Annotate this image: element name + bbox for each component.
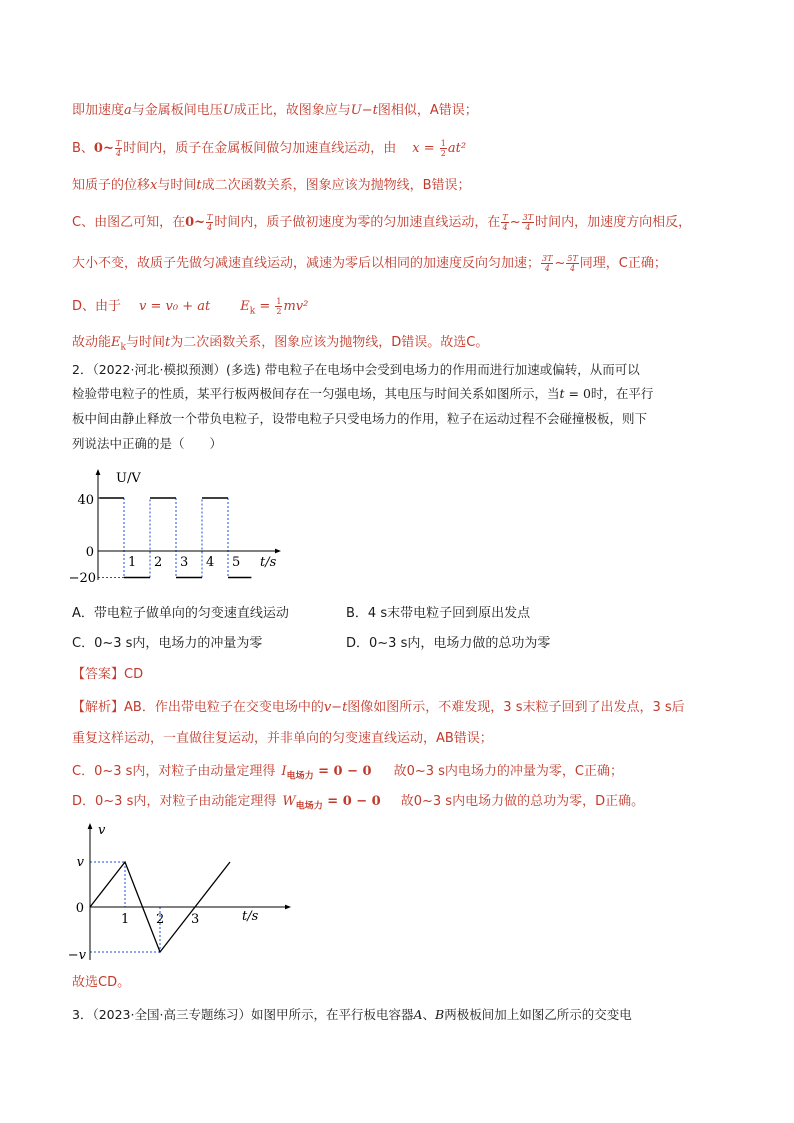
option-a[interactable]: [72, 604, 289, 624]
u-t-waveform: [99, 498, 251, 578]
v-t-xtick-1: 1: [121, 912, 130, 927]
fraction-den: 4: [116, 149, 122, 158]
option-text: 0~3 s内，电场力的冲量为零: [94, 636, 263, 651]
math-x: x: [150, 178, 158, 193]
option-letter: A．: [72, 606, 94, 621]
math-eq: = 0 − 0: [322, 794, 381, 809]
fraction-3T-4: [522, 213, 534, 232]
math-at2: at²: [447, 141, 467, 156]
fraction-T-4: [115, 139, 122, 158]
text: 故0~3 s内电场力做的总功为零，D正确。: [400, 794, 645, 809]
q2-stem-line-3: 板中间由静止释放一个带负电粒子，设带电粒子只受电场力的作用，粒子在运动过程不会碰撞极板，则下: [72, 411, 648, 426]
option-d[interactable]: [346, 634, 550, 654]
text: AB．作出带电粒子在交变电场中的: [124, 700, 324, 715]
math-t: t: [559, 386, 565, 401]
fraction-den: 4: [570, 264, 576, 273]
u-t-ytick-0: 0: [85, 545, 94, 560]
fraction-den: 4: [544, 264, 550, 273]
v-t-xtick-2: 2: [156, 912, 165, 927]
math-t: t: [165, 335, 171, 350]
math-sub: 电场力: [295, 801, 323, 812]
math-E: E: [111, 335, 121, 350]
text: 检验带电粒子的性质，某平行板两极间存在一匀强电场，其电压与时间关系如图所示，当: [72, 386, 560, 401]
fraction-num: T: [502, 213, 508, 222]
text: 同理，C正确；: [579, 256, 667, 271]
math-W: W: [282, 794, 296, 809]
option-text: 4 s末带电粒子回到原出发点: [367, 606, 531, 621]
text: C．0~3 s内，对粒子由动量定理得: [72, 764, 276, 779]
q1-line-7: [72, 333, 488, 358]
text: 图像如图所示，不难发现，3 s末粒子回到了出发点，3 s后: [347, 700, 685, 715]
u-t-ytick-40: 40: [77, 493, 94, 508]
answer-value: CD: [124, 667, 144, 682]
v-t-ytick-v: v: [76, 855, 84, 870]
q1-line-6: [72, 297, 308, 322]
fraction-1-2: [275, 297, 282, 316]
v-t-xlabel: t/s: [242, 909, 259, 924]
math-range: 0~: [93, 141, 114, 156]
answer-line: [72, 665, 143, 685]
fraction-1-2: [440, 139, 447, 158]
fraction-num: 1: [276, 297, 282, 306]
text: 图相似，A错误；: [377, 103, 478, 118]
fraction-num: T: [115, 139, 122, 148]
math-B: B: [435, 1007, 445, 1022]
math-I: I: [281, 764, 287, 779]
text: B、: [72, 141, 94, 156]
text: 与时间: [157, 178, 197, 193]
q1-line-1: [72, 101, 478, 121]
text: 故0~3 s内电场力的冲量为零，C正确；: [393, 764, 623, 779]
fraction-num: 3T: [522, 213, 534, 222]
math-sub-k: k: [120, 342, 126, 353]
fraction-den: 2: [276, 307, 282, 316]
analysis-line-1: [72, 698, 685, 718]
fraction-5T-4: [566, 254, 578, 273]
q3-stem-line-1: [72, 1005, 632, 1025]
fraction-den: 4: [207, 223, 213, 232]
fraction-T-4: [206, 213, 213, 232]
q1-line-2: [72, 139, 466, 159]
fraction-den: 4: [525, 223, 531, 232]
q1-line-5: [72, 254, 667, 274]
q2-stem-line-1: 2．（2022·河北·模拟预测）(多选) 带电粒子在电场中会受到电场力的作用而进行加速或偏转，从而可以: [72, 362, 640, 377]
text: 大小不变，故质子先做匀减速直线运动，减速为零后以相同的加速度反向匀加速；: [72, 256, 541, 271]
text: 时间内，加速度方向相反，: [535, 215, 692, 230]
text: 时间内，质子做初速度为零的匀加速直线运动，在: [214, 215, 501, 230]
v-t-ytick-neg-v: −v: [67, 948, 86, 963]
math-a: a: [124, 103, 132, 118]
math-x: x: [412, 141, 420, 156]
u-t-xtick-3: 3: [180, 555, 189, 570]
u-t-xticks: [128, 555, 240, 570]
fraction-den: 2: [440, 149, 446, 158]
v-t-chart: [67, 820, 292, 963]
fraction-T-4: [501, 213, 508, 232]
text: 时，在平行: [590, 386, 654, 401]
text: 两极板间加上如图乙所示的交变电: [444, 1007, 632, 1022]
q1-line-3: [72, 176, 471, 196]
v-t-ylabel: v: [98, 823, 106, 838]
fraction-num: 3T: [542, 254, 553, 263]
text: 、: [422, 1007, 436, 1022]
math-U-t: U−t: [350, 103, 378, 118]
text: 故动能: [72, 335, 112, 350]
math-U: U: [222, 103, 234, 118]
option-letter: C．: [72, 636, 95, 651]
text: 时间内，质子在金属板间做匀加速直线运动，由: [123, 141, 397, 156]
fraction-num: 1: [440, 139, 446, 148]
math-eq: =: [419, 141, 439, 156]
text: 与时间: [125, 335, 165, 350]
analysis-line-3: [72, 762, 623, 787]
conclusion: 故选CD。: [72, 975, 131, 990]
text: 与金属板间电压: [131, 103, 223, 118]
math-eq: =: [255, 299, 275, 314]
analysis-label: 【解析】: [72, 700, 125, 715]
math-t: t: [196, 178, 202, 193]
u-t-xlabel: t/s: [260, 555, 277, 570]
q1-line-4: [72, 213, 691, 233]
u-t-ylabel: U/V: [116, 471, 141, 486]
u-t-chart: [68, 466, 282, 588]
math-eq-0: = 0: [564, 386, 591, 401]
fraction-den: 4: [502, 223, 508, 232]
text: D．0~3 s内，对粒子由动能定理得: [72, 794, 277, 809]
fraction-3T-4: [541, 254, 553, 273]
tilde: ~: [554, 256, 566, 271]
tilde: ~: [509, 215, 521, 230]
u-t-xtick-4: 4: [206, 555, 215, 570]
math-v-t: v−t: [323, 700, 348, 715]
text: 为二次函数关系，图象应该为抛物线，D错误。故选C。: [170, 335, 489, 350]
option-text: 0~3 s内，电场力做的总功为零: [369, 636, 551, 651]
option-text: 带电粒子做单向的匀变速直线运动: [93, 606, 289, 621]
math-E: E: [240, 299, 250, 314]
analysis-line-2: 重复这样运动，一直做往复运动，并非单向的匀变速直线运动，AB错误；: [72, 731, 493, 746]
v-t-xtick-3: 3: [191, 912, 200, 927]
text: 成正比，故图象应与: [233, 103, 351, 118]
math-v-v0-at: v = v₀ + at: [139, 299, 211, 314]
q2-stem-line-4: 列说法中正确的是（ ）: [72, 436, 223, 451]
v-t-xticks: [121, 912, 199, 927]
analysis-line-4: [72, 792, 644, 817]
fraction-num: 5T: [567, 254, 578, 263]
text: 即加速度: [72, 103, 125, 118]
math-range: 0~: [185, 215, 206, 230]
math-A: A: [413, 1007, 423, 1022]
q2-stem-line-2: [72, 384, 653, 404]
u-t-ytick-neg20: −20: [68, 571, 96, 586]
text: 成二次函数关系，图象应该为抛物线，B错误；: [201, 178, 471, 193]
math-sub-k: k: [249, 306, 256, 317]
u-t-xtick-2: 2: [154, 555, 163, 570]
option-c[interactable]: [72, 634, 262, 654]
option-letter: B．: [346, 606, 368, 621]
text: D、由于: [72, 299, 122, 314]
fraction-num: T: [207, 213, 213, 222]
math-mv2: mv²: [283, 299, 309, 314]
answer-label: 【答案】: [72, 667, 125, 682]
v-t-ytick-0: 0: [75, 901, 84, 916]
u-t-xtick-1: 1: [128, 555, 137, 570]
text: 3．（2023·全国·高三专题练习）如图甲所示，在平行板电容器: [72, 1007, 414, 1022]
math-sub: 电场力: [286, 771, 314, 782]
option-letter: D．: [346, 636, 370, 651]
u-t-xtick-5: 5: [232, 555, 241, 570]
text: 知质子的位移: [72, 178, 151, 193]
option-b[interactable]: [346, 604, 530, 624]
math-eq: = 0 − 0: [313, 764, 372, 779]
text: C、由图乙可知，在: [72, 215, 186, 230]
